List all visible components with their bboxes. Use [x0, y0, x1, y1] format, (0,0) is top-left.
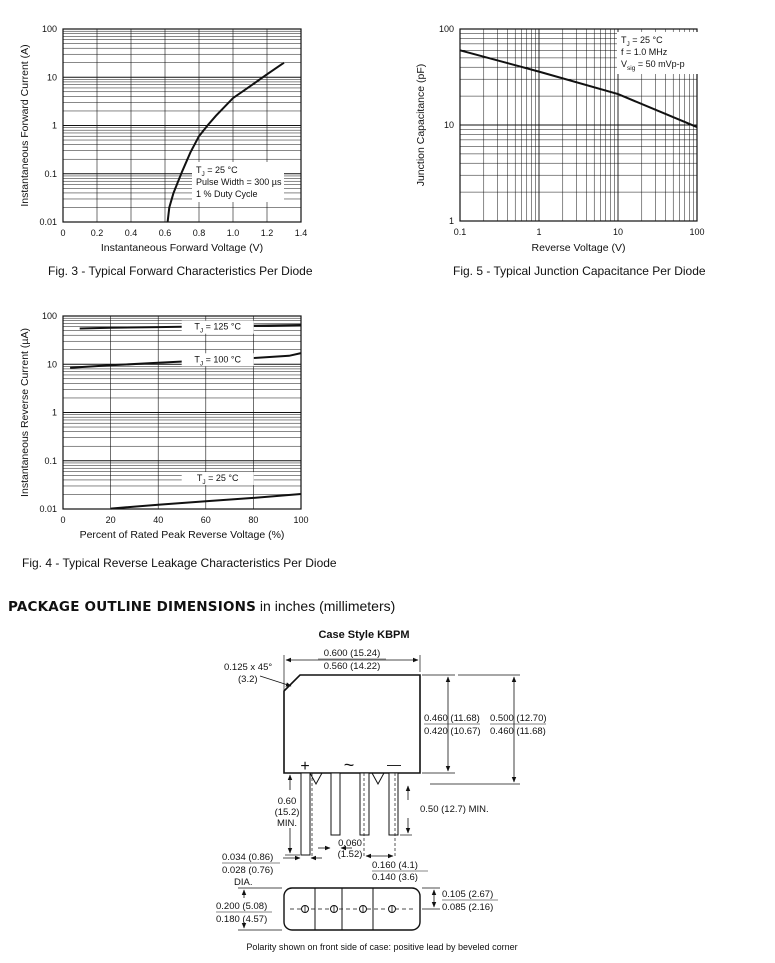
lead-ac-1	[331, 773, 340, 835]
x-tick-label: 40	[153, 515, 164, 525]
dim-lead-dia-a: 0.034 (0.86)	[222, 852, 274, 863]
lead-negative	[389, 773, 398, 835]
annotation-line: $T_J = 25$ °C	[621, 35, 663, 48]
polarity-note: Polarity shown on front side of case: positive lead by beveled corner	[246, 942, 518, 952]
x-tick-label: 80	[248, 515, 259, 525]
dim-pitch-a: 0.160 (4.1)	[372, 860, 418, 871]
x-tick-label: 10	[612, 227, 624, 237]
y-tick-label: 1	[51, 120, 57, 131]
x-tick-label: 1.2	[260, 228, 274, 238]
lead-ac-2	[360, 773, 369, 835]
y-axis-label: Junction Capacitance (pF)	[415, 63, 427, 187]
x-tick-label: 0.2	[90, 228, 104, 238]
y-tick-label: 1	[51, 407, 57, 418]
case-notch	[372, 773, 384, 784]
y-tick-label: 0.01	[39, 217, 57, 227]
x-axis-label: Instantaneous Forward Voltage (V)	[100, 242, 264, 254]
symbol-plus: +	[300, 758, 310, 775]
lead-positive	[301, 773, 310, 855]
series-label: $T_J = 25$ °C	[196, 473, 239, 487]
x-tick-label: 0.6	[158, 228, 172, 238]
y-tick-label: 100	[41, 24, 57, 34]
x-tick-label: 0.1	[453, 227, 467, 237]
dim-total-height-min: 0.460 (11.68)	[490, 726, 546, 737]
dim-bevel-a: 0.125 x 45°	[224, 662, 273, 673]
dim-lead-gap-b: (1.52)	[337, 849, 363, 860]
series-label: $T_J = 100$ °C	[194, 354, 242, 368]
x-tick-label: 1.0	[226, 228, 240, 238]
reverse-leakage-chart	[0, 300, 390, 550]
dim-lead-length-a: 0.60	[277, 796, 297, 807]
package-outline-heading	[8, 598, 395, 615]
dim-bottom-width-b: 0.180 (4.57)	[216, 914, 268, 925]
fig3-caption: Fig. 3 - Typical Forward Characteristics Per Diode	[48, 264, 313, 278]
dim-lead-length-b: (15.2)	[274, 807, 300, 818]
dim-thickness-b: 0.085 (2.16)	[442, 902, 494, 913]
x-tick-label: 1	[536, 227, 542, 237]
y-tick-label: 1	[448, 216, 454, 226]
y-tick-label: 100	[438, 24, 454, 34]
dim-lead-min: 0.50 (12.7) MIN.	[420, 804, 489, 815]
forward-characteristics-chart	[0, 0, 390, 285]
annotation-line: Pulse Width = 300 µs	[196, 177, 282, 187]
package-outline-title: PACKAGE OUTLINE DIMENSIONS	[8, 599, 257, 615]
y-axis-label: Instantaneous Forward Current (A)	[19, 44, 31, 207]
x-tick-label: 0.8	[192, 228, 206, 238]
dim-bevel-b: (3.2)	[238, 674, 258, 685]
case-style-label: Case Style KBPM	[318, 629, 410, 641]
y-tick-label: 10	[46, 359, 57, 370]
y-tick-label: 0.01	[39, 504, 57, 514]
dim-body-height-max: 0.460 (11.68)	[424, 713, 480, 724]
fig4-caption: Fig. 4 - Typical Reverse Leakage Characteristics Per Diode	[22, 556, 337, 570]
x-axis-label: Reverse Voltage (V)	[531, 242, 626, 254]
annotation-line: $V_{sig} = 50$ mVp-p	[621, 59, 685, 72]
x-tick-label: 100	[689, 227, 705, 237]
y-tick-label: 0.1	[44, 455, 57, 466]
annotation-line: 1 % Duty Cycle	[196, 189, 258, 199]
dim-pitch-b: 0.140 (3.6)	[372, 872, 418, 883]
dim-lead-length-c: MIN.	[276, 818, 298, 829]
dim-thickness-a: 0.105 (2.67)	[442, 889, 494, 900]
y-tick-label: 0.1	[44, 168, 57, 179]
x-tick-label: 60	[200, 515, 211, 525]
dim-body-height-min: 0.420 (10.67)	[424, 726, 481, 737]
dim-bottom-width-a: 0.200 (5.08)	[216, 901, 268, 912]
dim-width-max: 0.600 (15.24)	[323, 648, 381, 659]
dim-width-min: 0.560 (14.22)	[323, 661, 381, 672]
package-outline-drawing	[0, 620, 775, 963]
annotation-line: f = 1.0 MHz	[621, 47, 668, 57]
x-tick-label: 1.4	[294, 228, 308, 238]
y-axis-label: Instantaneous Reverse Current (µA)	[19, 328, 31, 497]
symbol-minus: —	[387, 756, 401, 772]
fig5-caption: Fig. 5 - Typical Junction Capacitance Per Diode	[453, 264, 706, 278]
x-tick-label: 0.4	[124, 228, 138, 238]
x-tick-label: 100	[293, 515, 309, 525]
symbol-ac: ~	[343, 755, 355, 775]
y-tick-label: 100	[41, 311, 57, 321]
annotation-line: $T_J = 25$ °C	[196, 165, 238, 178]
x-tick-label: 20	[105, 515, 116, 525]
dim-lead-dia-b: 0.028 (0.76)	[222, 865, 274, 876]
y-tick-label: 10	[46, 72, 57, 83]
y-tick-label: 10	[443, 120, 454, 130]
series-label: $T_J = 125$ °C	[194, 321, 242, 335]
x-tick-label: 0	[60, 228, 66, 238]
x-tick-label: 0	[60, 515, 66, 525]
x-axis-label: Percent of Rated Peak Reverse Voltage (%)	[79, 529, 285, 541]
dim-total-height-max: 0.500 (12.70)	[490, 713, 547, 724]
junction-capacitance-chart	[390, 0, 775, 285]
dim-lead-dia-c: DIA.	[234, 877, 253, 888]
package-outline-units: in inches (millimeters)	[256, 598, 396, 614]
dim-lead-gap-a: 0.060	[338, 838, 362, 849]
